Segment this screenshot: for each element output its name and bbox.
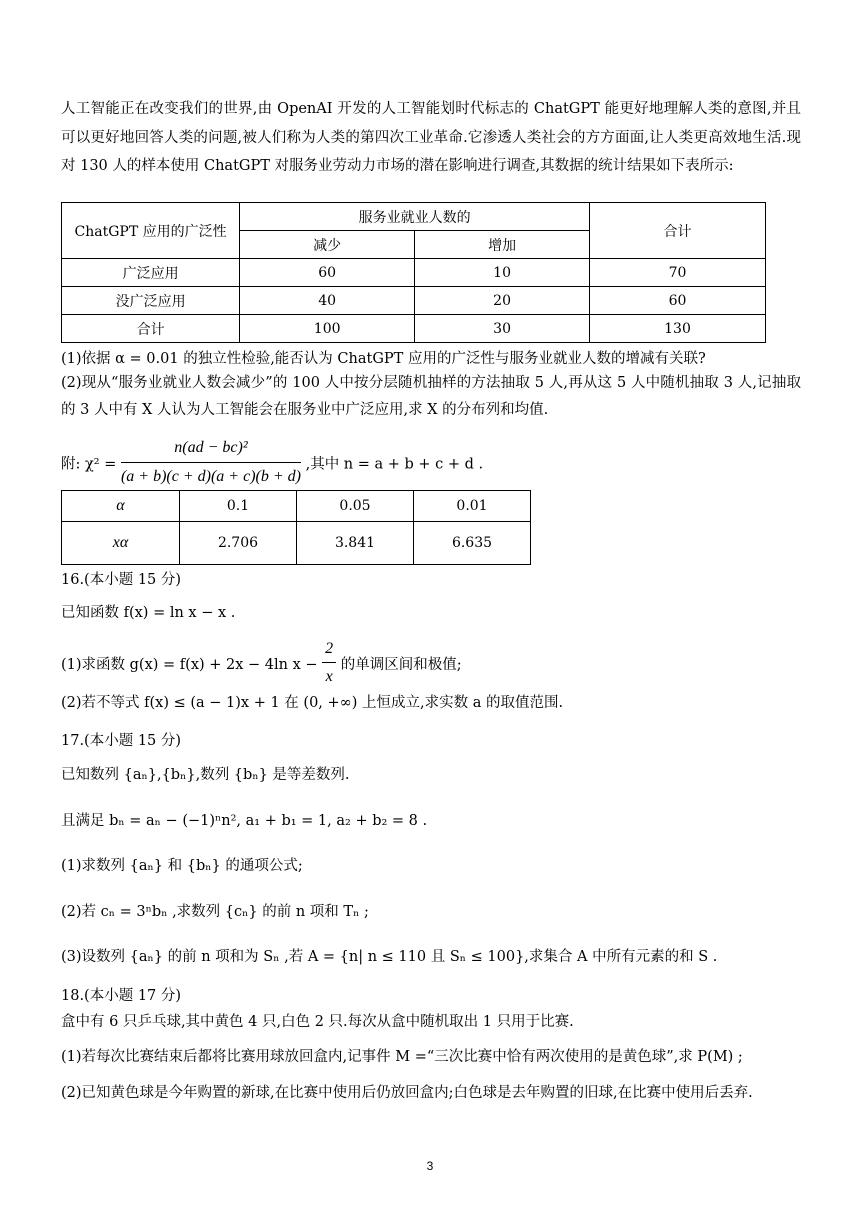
table-cell: 合计 xyxy=(62,315,240,343)
q16-part1-tail: 的单调区间和极值; xyxy=(340,657,462,673)
formula-fraction xyxy=(121,436,301,489)
table-cell: 10 xyxy=(415,259,590,287)
table-row xyxy=(62,259,766,287)
table-subheader-decrease: 减少 xyxy=(240,231,415,259)
q15-part2: (2)现从“服务业就业人数会减少”的 100 人中按分层随机抽样的方法抽取 5 人,再从这 5 人中随机抽取 3 人,记抽取的 3 人中有 X 人认为人工智能会在服务业中广泛应用,求 X 的分布列和均值. xyxy=(61,375,801,418)
critical-value-table xyxy=(61,490,531,565)
q18-given: 盒中有 6 只乒乓球,其中黄色 4 只,白色 2 只.每次从盒中随机取出 1 只用于比赛. xyxy=(61,1014,574,1030)
q18-title: 18.(本小题 17 分) xyxy=(61,988,182,1004)
q17-part2: (2)若 cₙ = 3ⁿbₙ ,求数列 {cₙ} 的前 n 项和 Tₙ ; xyxy=(61,904,369,920)
table-cell: 2.706 xyxy=(180,522,297,565)
q17-condition: 且满足 bₙ = aₙ − (−1)ⁿn², a₁ + b₁ = 1, a₂ + b₂ = 8 . xyxy=(61,813,428,829)
table-cell: 130 xyxy=(590,315,766,343)
table-row xyxy=(62,287,766,315)
table-subheader-increase: 增加 xyxy=(415,231,590,259)
chi-square-formula xyxy=(61,438,483,491)
x-alpha-label: xα xyxy=(62,522,180,565)
formula-denominator: (a + b)(c + d)(a + c)(b + d) xyxy=(120,468,301,485)
table-cell: 20 xyxy=(415,287,590,315)
table-cell: 40 xyxy=(240,287,415,315)
table-corner-header: ChatGPT 应用的广泛性 xyxy=(62,203,240,259)
alpha-label: α xyxy=(62,491,180,522)
q16-title: 16.(本小题 15 分) xyxy=(61,572,182,588)
q18-part2: (2)已知黄色球是今年购置的新球,在比赛中使用后仍放回盒内;白色球是去年购置的旧球,在比赛中使用后丢弃. xyxy=(61,1085,753,1101)
q17-part1: (1)求数列 {aₙ} 和 {bₙ} 的通项公式; xyxy=(61,858,303,874)
q16-part1 xyxy=(61,639,462,691)
table-cell: 60 xyxy=(240,259,415,287)
q17-given: 已知数列 {aₙ},{bₙ},数列 {bₙ} 是等差数列. xyxy=(61,767,350,783)
table-cell: 70 xyxy=(590,259,766,287)
table-cell: 0.01 xyxy=(414,491,531,522)
table-row xyxy=(62,315,766,343)
q16-fraction-num: 2 xyxy=(322,637,336,663)
table-cell: 100 xyxy=(240,315,415,343)
q15-part1: (1)依据 α = 0.01 的独立性检验,能否认为 ChatGPT 应用的广泛性与服务业就业人数的增减有关联? xyxy=(61,351,706,367)
formula-prefix: 附: χ² = xyxy=(61,456,117,473)
table-total-header: 合计 xyxy=(590,203,766,259)
q16-part2: (2)若不等式 f(x) ≤ (a − 1)x + 1 在 (0, +∞) 上恒成立,求实数 a 的取值范围. xyxy=(61,695,564,711)
intro-paragraph: 人工智能正在改变我们的世界,由 OpenAI 开发的人工智能划时代标志的 ChatGPT 能更好地理解人类的意图,并且可以更好地回答人类的问题,被人们称为人类的第四次工业革命.它渗透人类社会的方方面面,让人类更高效地生活.现对 130 人的样本使用 ChatGPT 对服务业劳动力市场的潜在影响进行调查,其数据的统计结果如下表所示: xyxy=(61,101,801,174)
table-cell: 0.05 xyxy=(297,491,414,522)
table-cell: 广泛应用 xyxy=(62,259,240,287)
survey-table xyxy=(61,202,766,343)
table-row xyxy=(62,491,531,522)
table-group-header: 服务业就业人数的 xyxy=(240,203,590,231)
q17-title: 17.(本小题 15 分) xyxy=(61,733,182,749)
table-cell: 60 xyxy=(590,287,766,315)
q16-fraction xyxy=(322,637,336,689)
q18-part1: (1)若每次比赛结束后都将比赛用球放回盒内,记事件 M =“三次比赛中恰有两次使用的是黄色球”,求 P(M) ; xyxy=(61,1049,743,1065)
formula-numerator: n(ad − bc)² xyxy=(121,436,301,463)
table-row xyxy=(62,522,531,565)
q16-part1-text: (1)求函数 g(x) = f(x) + 2x − 4ln x − xyxy=(61,657,318,673)
q16-given: 已知函数 f(x) = ln x − x . xyxy=(61,605,236,621)
table-cell: 0.1 xyxy=(180,491,297,522)
q17-part3: (3)设数列 {aₙ} 的前 n 项和为 Sₙ ,若 A = {n| n ≤ 110 且 Sₙ ≤ 100},求集合 A 中所有元素的和 S . xyxy=(61,949,718,965)
table-cell: 3.841 xyxy=(297,522,414,565)
table-cell: 30 xyxy=(415,315,590,343)
table-cell: 6.635 xyxy=(414,522,531,565)
table-cell: 没广泛应用 xyxy=(62,287,240,315)
page-number: 3 xyxy=(426,1159,434,1173)
formula-suffix: ,其中 n = a + b + c + d . xyxy=(305,456,484,473)
q16-fraction-den: x xyxy=(325,668,333,685)
